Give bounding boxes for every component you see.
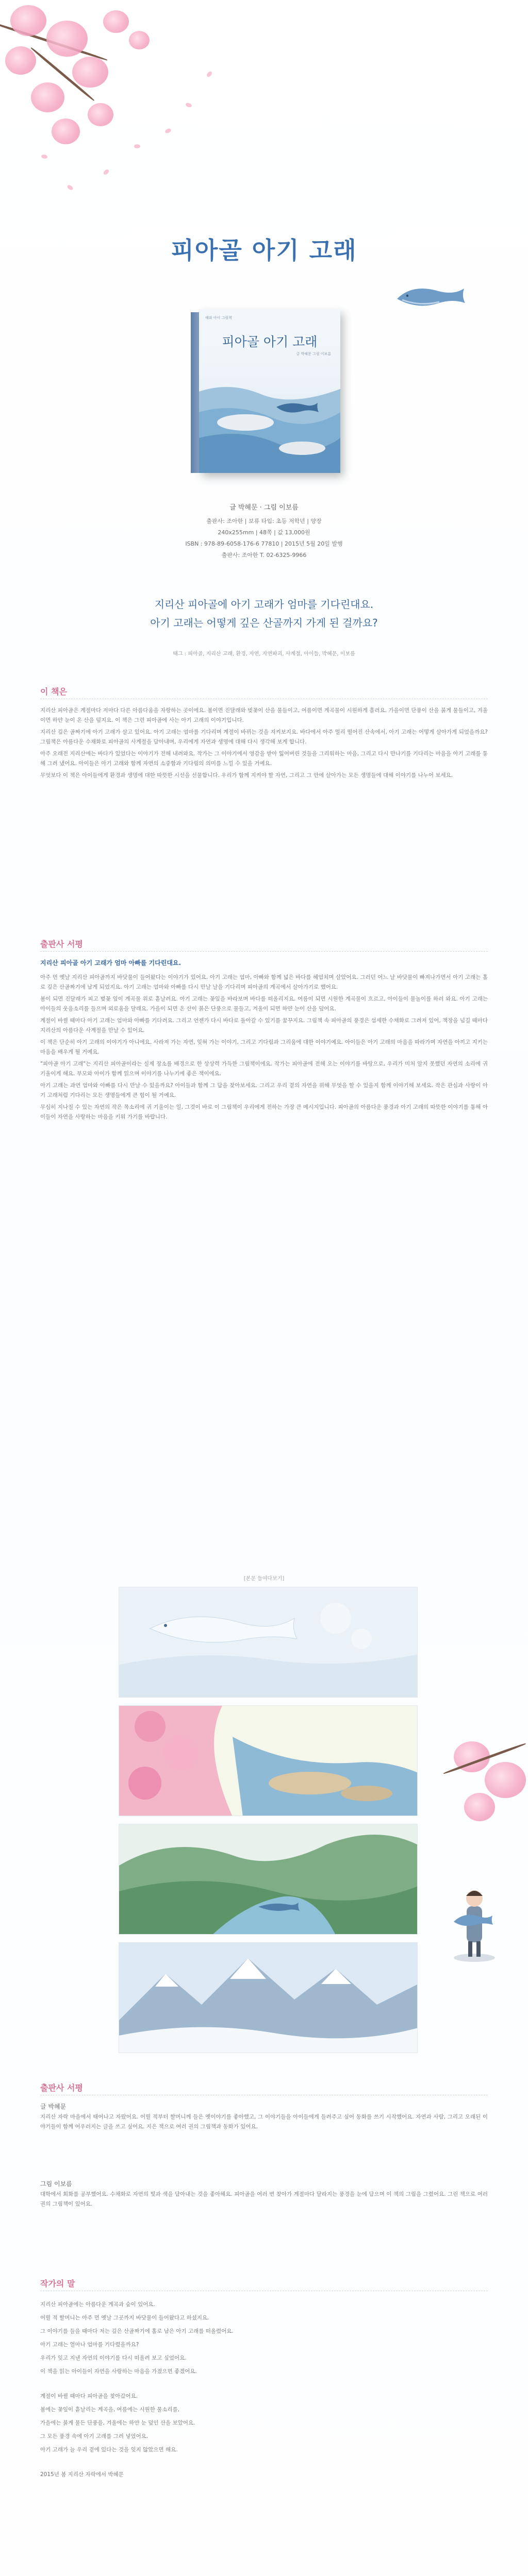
meta-line-contact: 출판사: 조아한 T. 02-6325-9966 <box>221 552 307 558</box>
review-paragraph: 아주 먼 옛날 지리산 피아골까지 바닷물이 들어왔다는 이야기가 있어요. 아기 고래는 엄마, 아빠와 함께 넓은 바다를 헤엄치며 살았어요. 그러던 어느 날 바닷물이 빠져나가면서 아기 고래는 홀로 깊은 산골짜기에 남게 되었지요. 아기 고래는 엄마와 아빠를 다시 만날 날을 기다리며 피아골의 계곡에서 살아가기로 했어요. <box>40 974 488 990</box>
writer-label: 글 박혜문 <box>40 2103 67 2110</box>
section-heading-author-note: 작가의 말 <box>40 2279 75 2289</box>
illustration-panel-mountains <box>119 1942 418 2053</box>
whale-illustration <box>392 278 469 316</box>
section-heading-authors: 출판사 서평 <box>40 2083 83 2093</box>
intro-paragraph: 무엇보다 이 책은 아이들에게 환경과 생명에 대한 따뜻한 시선을 선물합니다. 우리가 함께 지켜야 할 자연, 그리고 그 안에 살아가는 모든 생명들에 대해 이야기를 나누어 보세요. <box>40 772 453 778</box>
intro-paragraph: 지리산 깊은 골짜기에 아기 고래가 살고 있어요. 아기 고래는 엄마를 기다리며 계절이 바뀌는 것을 지켜보지요. 바다에서 아주 멀리 떨어진 산속에서, 아기 고래는 어떻게 살아가게 되었을까요? 그림책은 아름다운 수채화로 피아골의 사계절을 담아내며, 우리에게 자연과 생명에 대해 다시 생각해 보게 합니다. <box>40 729 488 745</box>
note-spacer <box>40 2458 488 2467</box>
review-paragraph: 아기 고래는 과연 엄마와 아빠를 다시 만날 수 있을까요? 아이들과 함께 그 답을 찾아보세요. 그리고 우리 곁의 자연을 위해 무엇을 할 수 있을지 함께 이야기해 보세요. 작은 관심과 사랑이 아기 고래처럼 기다리는 모든 생명들에게 큰 힘이 될 거예요. <box>40 1082 488 1098</box>
book-cover <box>191 309 340 474</box>
review-paragraph: 봄이 되면 진달래가 피고 벚꽃 잎이 계곡물 위로 흩날려요. 아기 고래는 꽃잎을 바라보며 바다를 떠올리지요. 여름이 되면 시원한 계곡물이 흐르고, 아이들이 물놀이를 하러 와요. 아기 고래는 아이들의 웃음소리를 들으며 외로움을 달래요. 가을이 되면 온 산이 붉은 단풍으로 물들고, 겨울이 되면 하얀 눈이 산을 덮어요. <box>40 996 488 1012</box>
illustration-panel-spring <box>119 1705 418 1816</box>
page-title: 피아골 아기 고래 <box>171 236 357 264</box>
intro-body <box>40 706 488 783</box>
publisher-review-body <box>40 973 488 1124</box>
tagline-line-2: 아기 고래는 어떻게 깊은 산골까지 가게 된 걸까요? <box>150 617 378 629</box>
meta-line-publisher: 출판사: 조아한 | 보류 타입: 초등 저학년 | 양장 <box>206 518 322 524</box>
keyword-tags: 태그 : 피아골, 지리산 고래, 환경, 자연, 자연파괴, 사계절, 아이들, 박혜문, 이보름 <box>173 651 355 657</box>
byline: 글 박혜문 · 그림 이보름 <box>229 504 299 512</box>
author-note-body <box>40 2299 488 2482</box>
note-line: 그 모든 풍경 속에 아기 고래를 그려 넣었어요. <box>40 2433 148 2439</box>
intro-paragraph: 지리산 피아골은 계절마다 저마다 다른 아름다움을 자랑하는 곳이에요. 봄이면 진달래와 벚꽃이 산을 물들이고, 여름이면 계곡물이 시원하게 흘러요. 가을이면 단풍이 산을 붉게 물들이고, 겨울이면 하얀 눈이 온 산을 덮지요. 이 책은 그런 피아골에 사는 아기 고래의 이야기입니다. <box>40 707 488 723</box>
section-heading-intro: 이 책은 <box>40 687 67 697</box>
review-paragraph: 계절이 바뀔 때마다 아기 고래는 엄마와 아빠를 기다려요. 그리고 언젠가 다시 바다로 돌아갈 수 있기를 꿈꾸지요. 그림책 속 피아골의 풍경은 섬세한 수채화로 그려져 있어, 책장을 넘길 때마다 지리산의 아름다운 사계절을 만날 수 있어요. <box>40 1018 488 1033</box>
section-heading-publisher-review: 출판사 서평 <box>40 939 83 949</box>
section-divider <box>40 951 488 952</box>
review-paragraph: 무심히 지나칠 수 있는 자연의 작은 목소리에 귀 기울이는 일, 그것이 바로 이 그림책이 우리에게 전하는 가장 큰 메시지입니다. 피아골의 아름다운 풍경과 아기 고래의 따뜻한 이야기를 통해 아이들이 자연을 사랑하는 마음을 키워 가기를 바랍니다. <box>40 1104 488 1120</box>
intro-paragraph: 아주 오래전 지리산에는 바다가 있었다는 이야기가 전해 내려와요. 작가는 그 이야기에서 영감을 받아 잃어버린 것들을 그리워하는 마음, 그리고 다시 만나기를 기다리는 마음을 아기 고래를 통해 그려 냈어요. 아이들은 아기 고래와 함께 자연의 소중함과 기다림의 의미를 느낄 수 있을 거예요. <box>40 751 488 767</box>
note-line: 우리가 잊고 지낸 자연의 이야기를 다시 떠올려 보고 싶었어요. <box>40 2355 187 2361</box>
note-line: 아기 고래가 늘 우리 곁에 있다는 것을 잊지 않았으면 해요. <box>40 2447 178 2453</box>
note-line: 아기 고래는 얼마나 엄마를 기다렸을까요? <box>40 2342 139 2348</box>
gallery-caption: [본문 들여다보기] <box>243 1576 285 1582</box>
illustrator-bio: 대학에서 회화를 공부했어요. 수채화로 자연의 빛과 색을 담아내는 것을 좋아해요. 피아골을 여러 번 찾아가 계절마다 달라지는 풍경을 눈에 담으며 이 책의 그림을 그렸어요. 그린 책으로 여러 권의 그림책이 있어요. <box>40 2191 488 2207</box>
note-line: 가을에는 붉게 물든 단풍을, 겨울에는 하얀 눈 덮인 산을 보았어요. <box>40 2420 195 2426</box>
review-paragraph: "피아골 아기 고래"는 지리산 피아골이라는 실제 장소를 배경으로 한 상상력 가득한 그림책이에요. 작가는 피아골에 전해 오는 이야기를 바탕으로, 우리가 미처 알지 못했던 자연의 소리에 귀 기울이게 해요. 부모와 아이가 함께 읽으며 이야기를 나누기에 좋은 책이에요. <box>40 1061 488 1077</box>
note-line: 어릴 적 할머니는 아주 먼 옛날 그곳까지 바닷물이 들어왔다고 하셨지요. <box>40 2315 209 2321</box>
illustrator-label: 그림 이보름 <box>40 2180 72 2188</box>
tagline <box>0 595 528 632</box>
book-cover-title: 피아골 아기 고래 <box>222 334 318 349</box>
writer-bio: 지리산 자락 마을에서 태어나고 자랐어요. 어릴 적부터 할머니께 들은 옛이야기를 좋아했고, 그 이야기들을 아이들에게 들려주고 싶어 동화를 쓰기 시작했어요. 자연과 사람, 그리고 오래된 이야기들이 함께 어우러지는 글을 쓰고 싶어요. 지은 책으로 여러 권의 그림책과 동화가 있어요. <box>40 2114 488 2130</box>
note-signature: 2015년 봄 지리산 자락에서 박혜문 <box>40 2471 124 2478</box>
illustration-panel-summer <box>119 1824 418 1935</box>
note-line: 그 이야기를 들을 때마다 저는 깊은 산골짜기에 홀로 남은 아기 고래를 떠올렸어요. <box>40 2328 234 2334</box>
publisher-review-subhead: 지리산 피아골 아기 고래가 엄마 아빠를 기다린대요. <box>40 959 182 967</box>
note-spacer <box>40 2379 488 2388</box>
book-series-label: 해와 아이 그림책 <box>205 316 232 320</box>
illustration-panel-winter <box>119 1587 418 1698</box>
note-line: 봄에는 꽃잎이 흩날리는 계곡을, 여름에는 시원한 물소리를, <box>40 2406 180 2413</box>
tagline-line-1: 지리산 피아골에 아기 고래가 엄마를 기다린대요. <box>154 598 374 611</box>
cover-illustration <box>199 371 340 473</box>
book-cover-author: 글 박혜문 그림 이보름 <box>296 352 331 356</box>
note-line: 이 책을 읽는 아이들이 자연을 사랑하는 마음을 가졌으면 좋겠어요. <box>40 2368 197 2375</box>
meta-line-isbn: ISBN : 978-89-6058-176-6 77810 | 2015년 5월 20일 발행 <box>185 540 343 547</box>
review-paragraph: 이 책은 단순히 아기 고래의 이야기가 아니에요. 사라져 가는 자연, 잊혀 가는 이야기, 그리고 기다림과 그리움에 대한 이야기예요. 아이들은 아기 고래의 마음을 따라가며 자연을 아끼고 지키는 마음을 배우게 될 거예요. <box>40 1039 488 1055</box>
note-line: 지리산 피아골에는 아름다운 계곡과 숲이 있어요. <box>40 2301 155 2308</box>
book-meta <box>0 502 528 561</box>
meta-line-size: 240x255mm | 48쪽 | 값 13,000원 <box>218 529 310 536</box>
note-line: 계절이 바뀔 때마다 피아골을 찾아갔어요. <box>40 2393 138 2399</box>
